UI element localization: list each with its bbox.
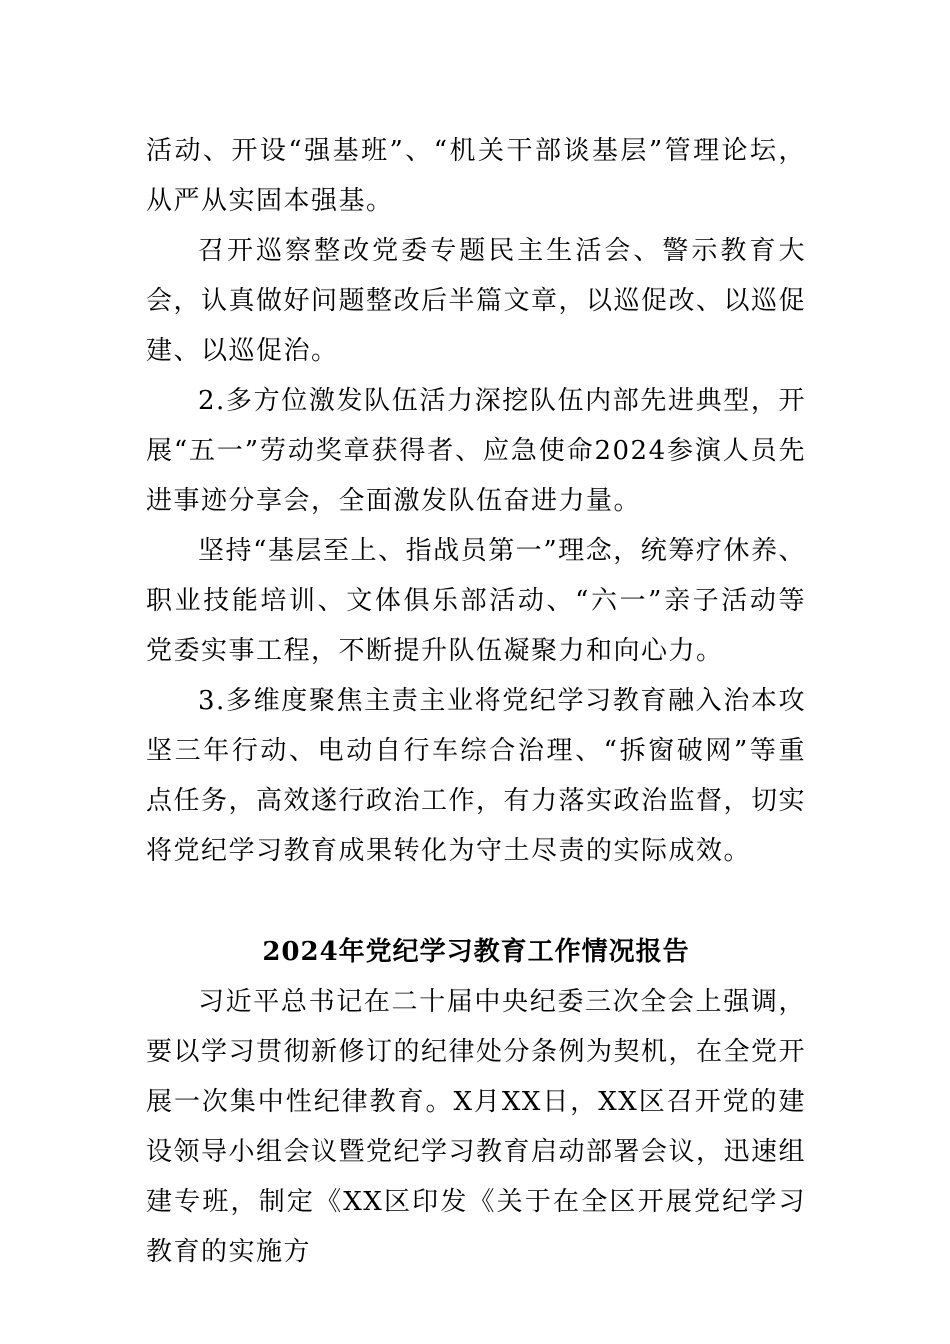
paragraph-item-2: 2.多方位激发队伍活力深挖队伍内部先进典型，开展“五一”劳动奖章获得者、应急使命2024参演人员先进事迹分享会，全面激发队伍奋进力量。 xyxy=(146,386,806,516)
paragraph-item-3: 3.多维度聚焦主责主业将党纪学习教育融入治本攻坚三年行动、电动自行车综合治理、“拆窗破网”等重点任务，高效遂行政治工作，有力落实政治监督，切实将党纪学习教育成果转化为守土尽责的实际成效。 xyxy=(146,686,807,866)
paragraph-continued: 活动、开设“强基班”、“机关干部谈基层”管理论坛，从严从实固本强基。 xyxy=(146,136,806,216)
paragraph-report-intro: 习近平总书记在二十届中央纪委三次全会上强调，要以学习贯彻新修订的纪律处分条例为契机，在全党开展一次集中性纪律教育。X月XX日，XX区召开党的建设领导小组会议暨党纪学习教育启动部署会议，迅速组建专班，制定《XX区印发《关于在全区开展党纪学习教育的实施方 xyxy=(146,987,807,1267)
document-page xyxy=(146,126,806,1277)
paragraph-inspection-rectification: 召开巡察整改党委专题民主生活会、警示教育大会，认真做好问题整改后半篇文章，以巡促改、以巡促建、以巡促治。 xyxy=(146,236,807,366)
report-title: 2024年党纪学习教育工作情况报告 xyxy=(262,937,690,967)
paragraph-grassroots-first: 坚持“基层至上、指战员第一”理念，统筹疗休养、职业技能培训、文体俱乐部活动、“六一”亲子活动等党委实事工程，不断提升队伍凝聚力和向心力。 xyxy=(146,536,806,666)
section-spacer xyxy=(146,876,806,927)
